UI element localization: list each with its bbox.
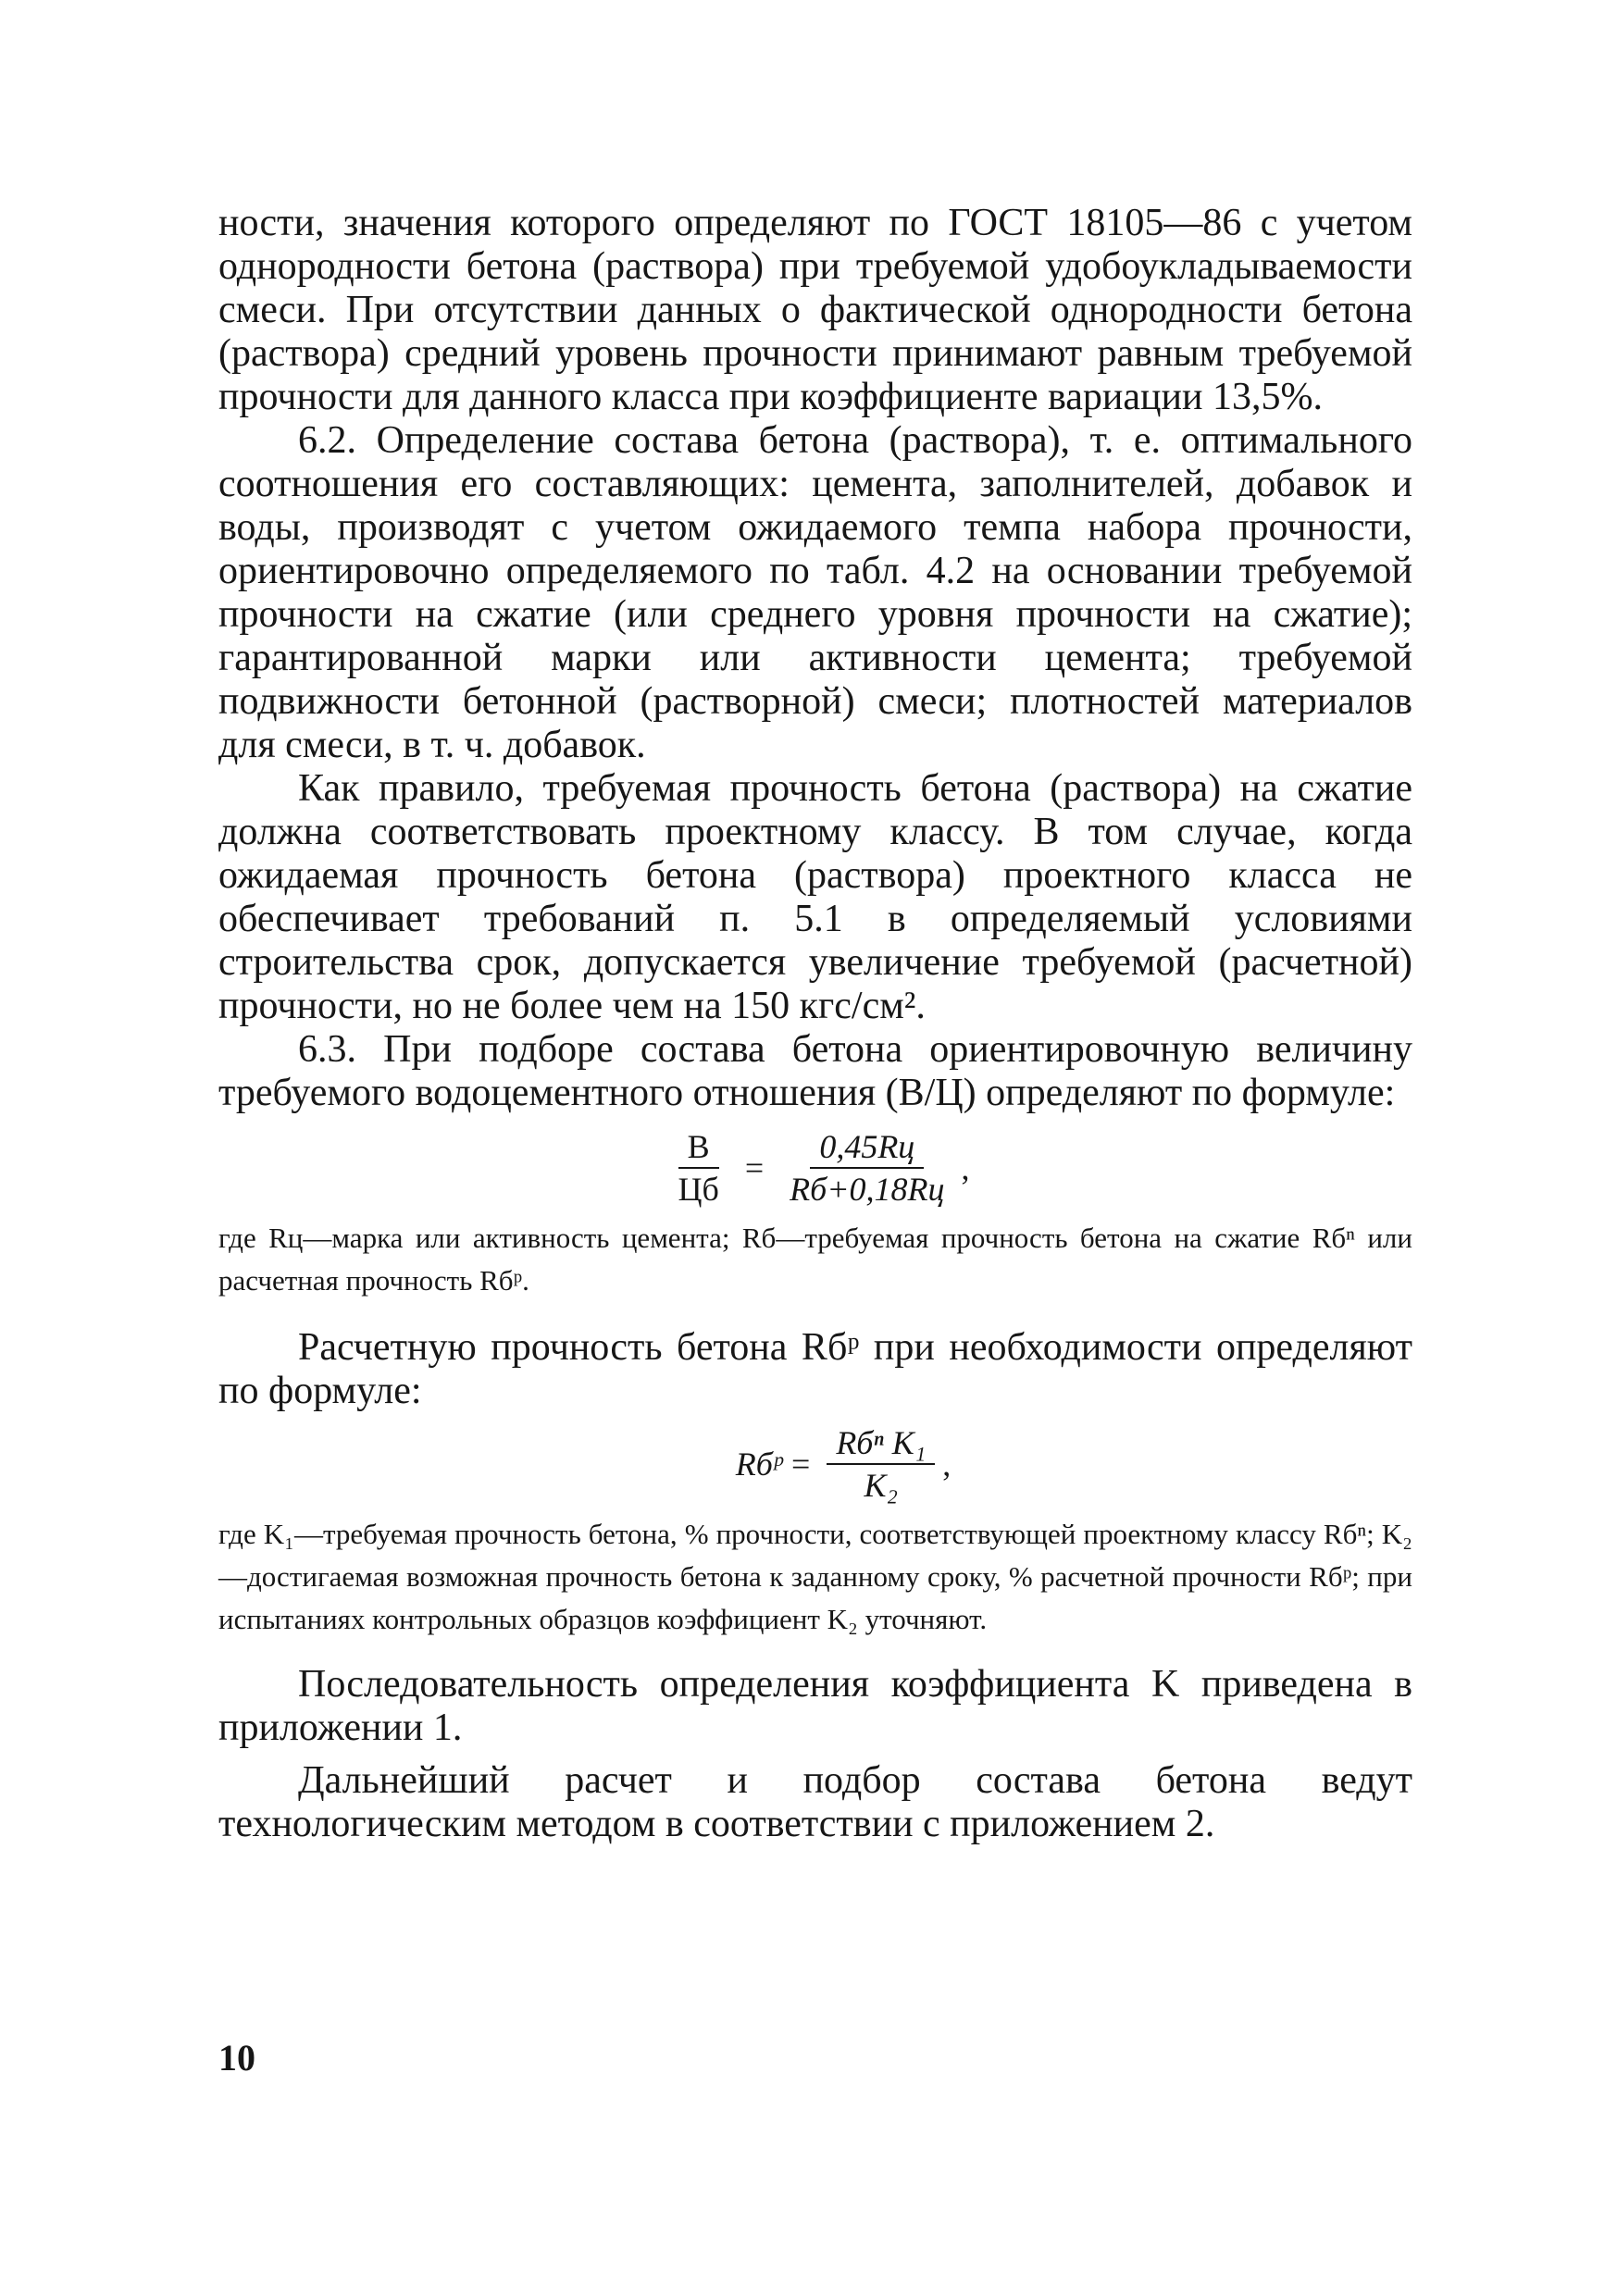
formula2-fraction xyxy=(827,1422,935,1506)
paragraph-continuation: ности, значения которого определяют по ГОСТ 18105—86 с учетом однородности бетона (раствора) при требуемой удобоукладываемости смеси. При отсутствии данных о фактической однородности бетона (раствора) средний уровень прочности принимают равным требуемой прочности для данного класса при коэффициенте вариации 13,5%. xyxy=(218,202,1412,418)
formula-note-2: где K₁—требуемая прочность бетона, % прочности, соответствующей проектному классу Rбⁿ; K₂—достигаемая возможная прочность бетона к заданному сроку, % расчетной прочности Rбᵖ; при испытаниях контрольных образцов коэффициент K₂ уточняют. xyxy=(218,1518,1412,1635)
formula-trailing-comma: , xyxy=(961,1149,970,1186)
paragraph-required-strength: Как правило, требуемая прочность бетона (раствора) на сжатие должна соответствовать проектному классу. В том случае, когда ожидаемая прочность бетона (раствора) проектного класса не обеспечивает требований п. 5.1 в определяемый условиями строительства срок, допускается увеличение требуемой (расчетной) прочности, но не более чем на 150 кгс/см². xyxy=(218,767,1412,1027)
page-body xyxy=(218,202,1412,1846)
formula-design-strength xyxy=(218,1422,1412,1506)
formula2-lhs: Rбᵖ xyxy=(735,1446,782,1483)
equals-sign-2: = xyxy=(791,1446,811,1483)
formula-water-cement-ratio xyxy=(218,1126,1412,1210)
formula-lhs-fraction xyxy=(668,1126,728,1210)
formula2-numerator: Rбⁿ K₁ xyxy=(827,1422,935,1465)
formula2-denominator: K₂ xyxy=(864,1467,899,1504)
formula-rhs-fraction xyxy=(780,1126,953,1210)
formula-note-1: где Rц—марка или активность цемента; Rб—требуемая прочность бетона на сжатие Rбⁿ или расчетная прочность Rбᵖ. xyxy=(218,1222,1412,1297)
formula2-trailing-comma: , xyxy=(942,1446,952,1483)
page-number: 10 xyxy=(218,2037,255,2079)
paragraph-design-strength: Расчетную прочность бетона Rбᵖ при необходимости определяют по формуле: xyxy=(218,1326,1412,1412)
paragraph-coefficient-sequence: Последовательность определения коэффициента K приведена в приложении 1. xyxy=(218,1663,1412,1749)
paragraph-further-calculation: Дальнейший расчет и подбор состава бетона ведут технологическим методом в соответствии с приложением 2. xyxy=(218,1759,1412,1845)
paragraph-6-2: 6.2. Определение состава бетона (раствора), т. е. оптимального соотношения его составляющих: цемента, заполнителей, добавок и воды, производят с учетом ожидаемого темпа набора прочности, ориентировочно определяемого по табл. 4.2 на основании требуемой прочности на сжатие (или среднего уровня прочности на сжатие); гарантированной марки или активности цемента; требуемой подвижности бетонной (растворной) смеси; плотностей материалов для смеси, в т. ч. добавок. xyxy=(218,419,1412,766)
formula-rhs-denominator: Rб+0,18Rц xyxy=(790,1171,945,1208)
formula-rhs-numerator: 0,45Rц xyxy=(810,1126,924,1169)
equals-sign: = xyxy=(744,1149,765,1186)
formula-lhs-denominator: Цб xyxy=(678,1171,719,1208)
paragraph-6-3: 6.3. При подборе состава бетона ориентировочную величину требуемого водоцементного отношения (В/Ц) определяют по формуле: xyxy=(218,1028,1412,1114)
formula-lhs-numerator: В xyxy=(678,1126,719,1169)
